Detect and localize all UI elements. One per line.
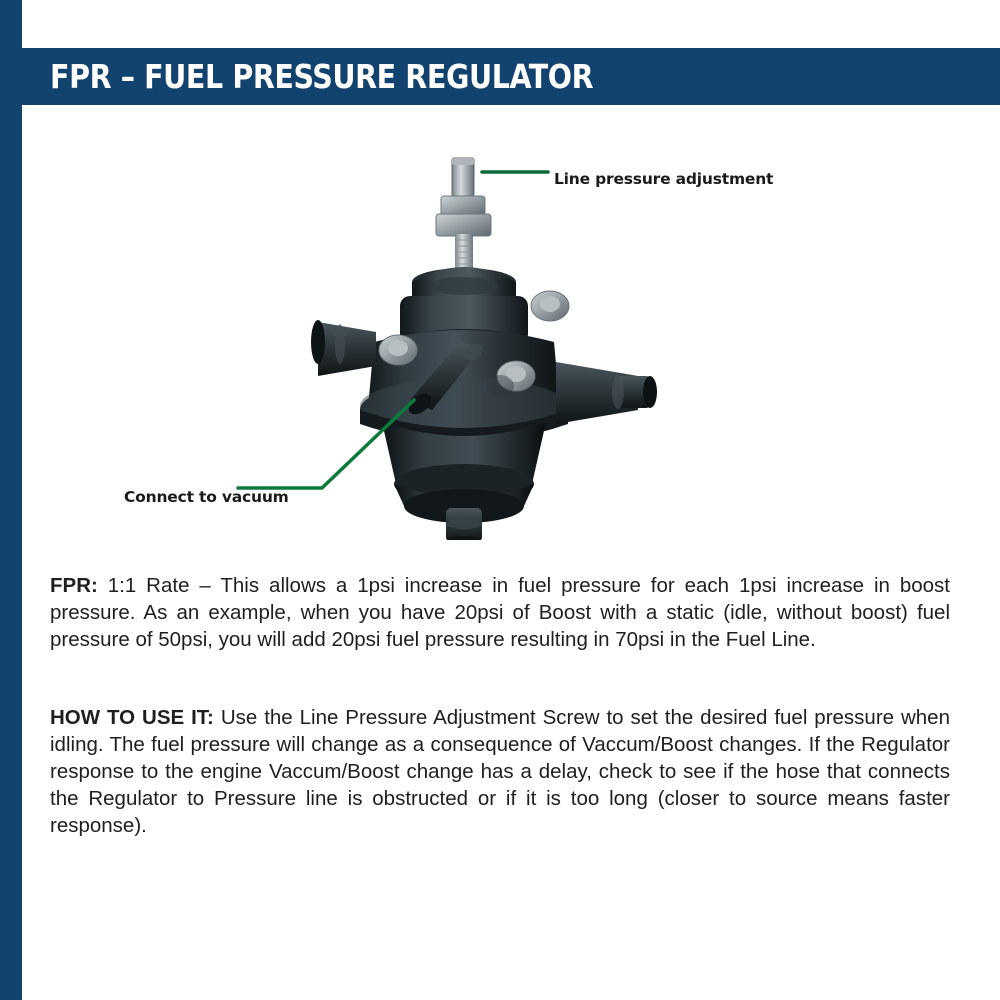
paragraph-fpr-lead: FPR: (50, 574, 98, 597)
regulator-figure (22, 110, 1000, 540)
paragraph-fpr (50, 572, 950, 653)
regulator-lower-body (382, 422, 546, 523)
bottom-outlet-port (446, 508, 482, 540)
right-outlet-port (556, 362, 657, 424)
callout-label-vacuum: Connect to vacuum (124, 488, 289, 506)
page-title: FPR – FUEL PRESSURE REGULATOR (50, 57, 594, 96)
adjustment-screw-assembly (436, 158, 491, 280)
callout-label-line-pressure: Line pressure adjustment (554, 170, 774, 188)
left-inlet-port (311, 320, 376, 376)
paragraph-fpr-text: 1:1 Rate – This allows a 1psi increase in fuel pressure for each 1psi increase in boost pressure. As an example, when you have 20psi of Boost with a static (idle, without boost) fuel pressure of 50psi, you will add 20psi fuel pressure resulting in 70psi in the Fuel Line. (50, 574, 950, 651)
paragraph-how-to-use (50, 704, 950, 839)
fuel-pressure-regulator-illustration (22, 110, 1000, 540)
paragraph-how-to-use-text: Use the Line Pressure Adjustment Screw to set the desired fuel pressure when idling. The fuel pressure will change as a consequence of Vaccum/Boost changes. If the Regulator response to the engine Vaccum/Boost change has a delay, check to see if the hose that connects the Regulator to Pressure line is obstructed or if it is too long (closer to source means faster response). (50, 706, 950, 837)
paragraph-how-to-use-lead: HOW TO USE IT: (50, 706, 214, 729)
left-accent-bar (0, 0, 22, 1000)
